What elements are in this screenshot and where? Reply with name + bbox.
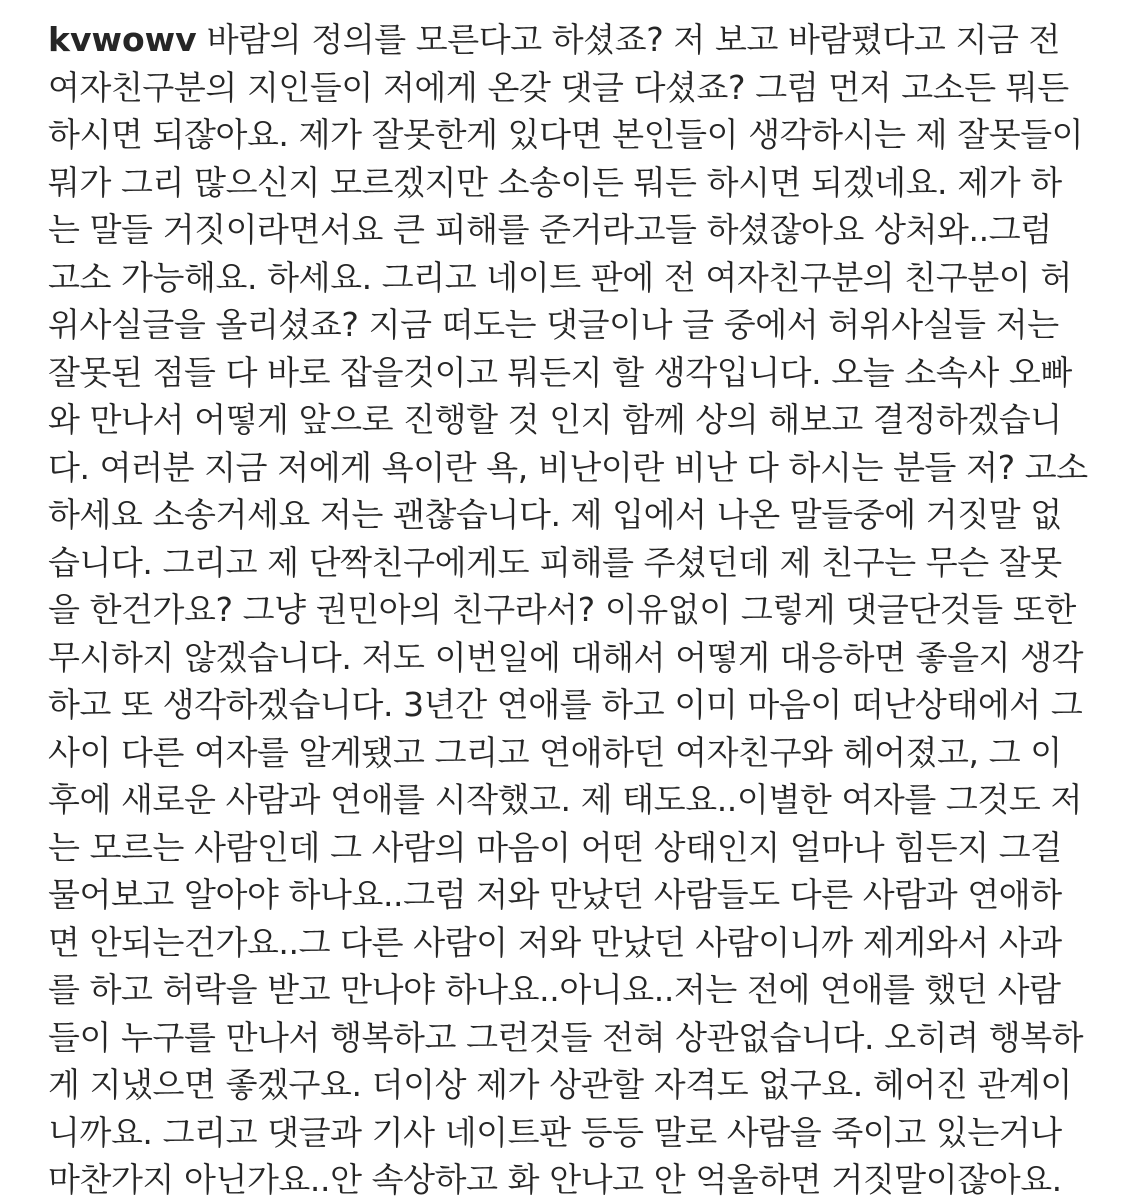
caption-line: 하시면 되잖아요. 제가 잘못한게 있다면 본인들이 생각하시는 제 잘못들이 [48,115,1084,154]
post-caption [48,16,1098,1204]
caption-line: 하고 또 생각하겠습니다. 3년간 연애를 하고 이미 마음이 떠난상태에서 그 [48,685,1083,724]
caption-line: 여자친구분의 지인들이 저에게 온갖 댓글 다셨죠? 그럼 먼저 고소든 뭐든 [48,67,1069,107]
caption-line: 물어보고 알아야 하나요..그럼 저와 만났던 사람들도 다른 사람과 연애하 [48,875,1062,914]
caption-line: 을 한건가요? 그냥 권민아의 친구라서? 이유없이 그렇게 댓글단것들 또한 [48,590,1076,629]
caption-line: 면 안되는건가요..그 다른 사람이 저와 만났던 사람이니까 제게와서 사과 [48,922,1062,962]
caption-line: 고소 가능해요. 하세요. 그리고 네이트 판에 전 여자친구분의 친구분이 허 [48,257,1072,297]
caption-line-first [48,16,1098,64]
caption-line: 무시하지 않겠습니다. 저도 이번일에 대해서 어떻게 대응하면 좋을지 생각 [48,637,1084,677]
caption-line: 를 하고 허락을 받고 만나야 하나요..아니요..저는 전에 연애를 했던 사람 [48,970,1061,1009]
caption-line: 뭐가 그리 많으신지 모르겠지만 소송이든 뭐든 하시면 되겠네요. 제가 하 [48,162,1062,202]
caption-line: 후에 새로운 사람과 연애를 시작했고. 제 태도요..이별한 여자를 그것도 저 [48,780,1082,819]
caption-line: 다. 여러분 지금 저에게 욕이란 욕, 비난이란 비난 다 하시는 분들 저? 고소 [48,447,1088,487]
username-link[interactable]: kvwowv [48,20,197,59]
caption-line: 니까요. 그리고 댓글과 기사 네이트판 등등 말로 사람을 죽이고 있는거나 [48,1112,1062,1152]
caption-line: 마찬가지 아닌가요..안 속상하고 화 안나고 안 억울하면 거짓말이잖아요. [48,1160,1062,1199]
caption-line: 위사실글을 올리셨죠? 지금 떠도는 댓글이나 글 중에서 허위사실들 저는 [48,305,1059,344]
caption-line: 습니다. 그리고 제 단짝친구에게도 피해를 주셨던데 제 친구는 무슨 잘못 [48,542,1062,582]
caption-line: 들이 누구를 만나서 행복하고 그런것들 전혀 상관없습니다. 오히려 행복하 [48,1017,1084,1057]
caption-line: 게 지냈으면 좋겠구요. 더이상 제가 상관할 자격도 없구요. 헤어진 관계이 [48,1065,1072,1104]
caption-line: 는 모르는 사람인데 그 사람의 마음이 어떤 상태인지 얼마나 힘든지 그걸 [48,827,1062,867]
caption-line: 사이 다른 여자를 알게됐고 그리고 연애하던 여자친구와 헤어졌고, 그 이 [48,732,1062,772]
caption-line: 하세요 소송거세요 저는 괜찮습니다. 제 입에서 나온 말들중에 거짓말 없 [48,495,1062,534]
caption-line: 잘못된 점들 다 바로 잡을것이고 뭐든지 할 생각입니다. 오늘 소속사 오빠 [48,352,1072,392]
caption-line: 와 만나서 어떻게 앞으로 진행할 것 인지 함께 상의 해보고 결정하겠습니 [48,400,1062,439]
caption-text: 바람의 정의를 모른다고 하셨죠? 저 보고 바람폈다고 지금 전 [196,20,1061,59]
caption-line: 는 말들 거짓이라면서요 큰 피해를 준거라고들 하셨잖아요 상처와..그럼 [48,210,1052,249]
